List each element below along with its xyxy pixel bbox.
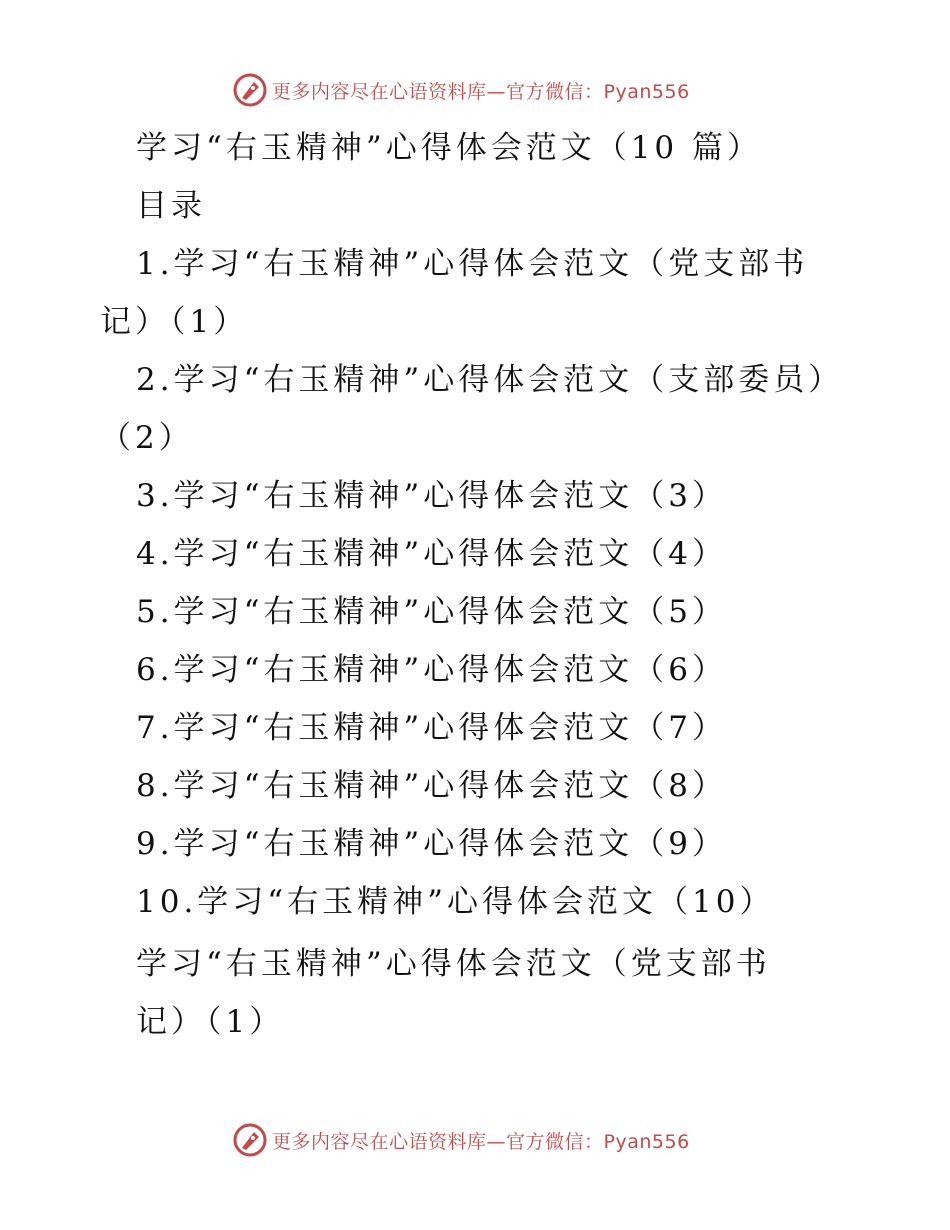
toc-item-continuation[interactable]: 记）（1） — [100, 304, 249, 340]
toc-item[interactable]: 9.学习“右玉精神”心得体会范文（9） — [136, 826, 727, 862]
toc-item[interactable]: 7.学习“右玉精神”心得体会范文（7） — [136, 710, 727, 746]
footer-banner — [232, 1120, 752, 1160]
toc-item[interactable]: 2.学习“右玉精神”心得体会范文（支部委员） — [136, 362, 844, 398]
banner-site-name: 更多内容尽在心语资料库 — [272, 1130, 487, 1153]
banner-separator: — — [486, 80, 507, 103]
toc-item[interactable]: 4.学习“右玉精神”心得体会范文（4） — [136, 536, 727, 572]
toc-item[interactable]: 8.学习“右玉精神”心得体会范文（8） — [136, 768, 727, 804]
banner-text — [272, 77, 690, 104]
document-title: 学习“右玉精神”心得体会范文（10 篇） — [136, 130, 762, 166]
toc-heading: 目录 — [136, 188, 206, 224]
section-heading-continuation: 记）（1） — [136, 1004, 285, 1040]
toc-item[interactable]: 1.学习“右玉精神”心得体会范文（党支部书 — [136, 246, 809, 282]
toc-item[interactable]: 10.学习“右玉精神”心得体会范文（10） — [136, 884, 775, 920]
section-heading: 学习“右玉精神”心得体会范文（党支部书 — [136, 946, 771, 982]
banner-wechat-id: 官方微信：Pyan556 — [506, 1130, 690, 1153]
toc-item[interactable]: 3.学习“右玉精神”心得体会范文（3） — [136, 478, 727, 514]
toc-item[interactable]: 5.学习“右玉精神”心得体会范文（5） — [136, 594, 727, 630]
banner-wechat-id: 官方微信：Pyan556 — [506, 80, 690, 103]
banner-text — [272, 1127, 690, 1154]
header-banner — [232, 70, 752, 110]
toc-item[interactable]: 6.学习“右玉精神”心得体会范文（6） — [136, 652, 727, 688]
toc-item-continuation[interactable]: （2） — [100, 420, 194, 456]
pen-nib-logo-icon — [232, 72, 268, 108]
pen-nib-logo-icon — [232, 1122, 268, 1158]
banner-separator: — — [486, 1130, 507, 1153]
banner-site-name: 更多内容尽在心语资料库 — [272, 80, 487, 103]
